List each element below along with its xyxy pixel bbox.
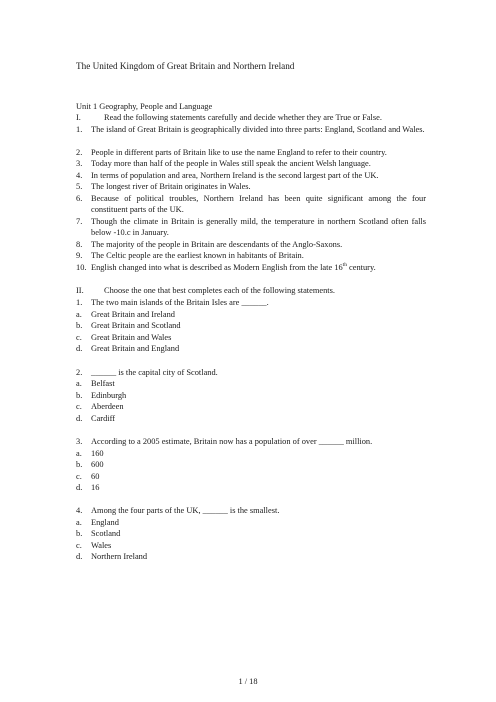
question-stem: ______ is the capital city of Scotland.: [91, 368, 218, 377]
option-letter: c.: [76, 541, 82, 550]
option-letter: d.: [76, 483, 83, 492]
option-text: Wales: [91, 541, 112, 550]
question-number: 3.: [76, 437, 83, 446]
option-text: Great Britain and England: [91, 344, 180, 353]
option-text: Cardiff: [91, 414, 116, 423]
tf-item-number: 1.: [76, 125, 83, 134]
tf-item-text: In terms of population and area, Northern Ireland is the second largest part of the UK.: [91, 171, 379, 180]
option-text: Northern Ireland: [91, 552, 148, 561]
tf-item-number: 2.: [76, 148, 83, 157]
tf-item-number: 7.: [76, 217, 83, 226]
tf-item-text: English changed into what is described as Modern English from the late 16th century.: [91, 262, 376, 272]
option-text: Edinburgh: [91, 391, 127, 400]
tf-item-number: 6.: [76, 194, 83, 203]
tf-item-number: 10.: [76, 263, 87, 272]
option-text: 600: [91, 460, 104, 469]
option-text: England: [91, 518, 119, 527]
section-2-numeral: II.: [76, 286, 84, 295]
section-2-instruction: Choose the one that best completes each of the following statements.: [104, 286, 335, 295]
question-stem: Among the four parts of the UK, ______ is the smallest.: [91, 506, 280, 515]
option-letter: b.: [76, 460, 83, 469]
tf-item-number: 5.: [76, 182, 83, 191]
tf-item-number: 4.: [76, 171, 83, 180]
tf-item-text: The Celtic people are the earliest known in habitants of Britain.: [91, 251, 304, 260]
tf-item-text: People in different parts of Britain like to use the name England to refer to their country.: [91, 148, 387, 157]
unit-heading: Unit 1 Geography, People and Language: [76, 102, 213, 111]
option-letter: c.: [76, 402, 82, 411]
option-letter: b.: [76, 529, 83, 538]
option-letter: c.: [76, 333, 82, 342]
tf-item-text: Because of political troubles, Northern Ireland has been quite significant among the four constituent parts of the UK.: [91, 194, 426, 215]
option-text: Great Britain and Ireland: [91, 310, 175, 319]
section-1-numeral: I.: [76, 113, 81, 122]
question-stem: The two main islands of the Britain Isles are ______.: [91, 298, 269, 307]
section-1-instruction: Read the following statements carefully and decide whether they are True or False.: [104, 113, 382, 122]
option-text: 16: [91, 483, 100, 492]
option-letter: d.: [76, 344, 83, 353]
option-text: Scotland: [91, 529, 121, 538]
option-text: Belfast: [91, 379, 115, 388]
option-text: 60: [91, 472, 100, 481]
option-letter: b.: [76, 391, 83, 400]
question-stem: According to a 2005 estimate, Britain now has a population of over ______ million.: [91, 437, 373, 446]
tf-item-text: The majority of the people in Britain are descendants of the Anglo-Saxons.: [91, 240, 343, 249]
option-letter: a.: [76, 518, 82, 527]
option-letter: d.: [76, 552, 83, 561]
option-text: 160: [91, 449, 104, 458]
tf-item-number: 8.: [76, 240, 83, 249]
option-letter: c.: [76, 472, 82, 481]
option-text: Great Britain and Scotland: [91, 321, 181, 330]
option-letter: b.: [76, 321, 83, 330]
option-letter: a.: [76, 310, 82, 319]
document-title: The United Kingdom of Great Britain and Northern Ireland: [76, 61, 295, 71]
option-letter: a.: [76, 379, 82, 388]
option-letter: a.: [76, 449, 82, 458]
tf-item-text: The island of Great Britain is geographically divided into three parts: England, Scotland and Wales.: [91, 125, 425, 134]
tf-item-text: Though the climate in Britain is generally mild, the temperature in northern Scotland often falls below -10.c in January.: [91, 217, 426, 238]
question-number: 1.: [76, 298, 83, 307]
tf-item-number: 9.: [76, 251, 83, 260]
question-number: 2.: [76, 368, 83, 377]
question-number: 4.: [76, 506, 83, 515]
tf-item-number: 3.: [76, 159, 83, 168]
page-number: 1 / 18: [238, 677, 258, 686]
option-letter: d.: [76, 414, 83, 423]
tf-item-text: Today more than half of the people in Wales still speak the ancient Welsh language.: [91, 159, 371, 168]
option-text: Great Britain and Wales: [91, 333, 172, 342]
tf-item-text: The longest river of Britain originates in Wales.: [91, 182, 251, 191]
option-text: Aberdeen: [91, 402, 124, 411]
